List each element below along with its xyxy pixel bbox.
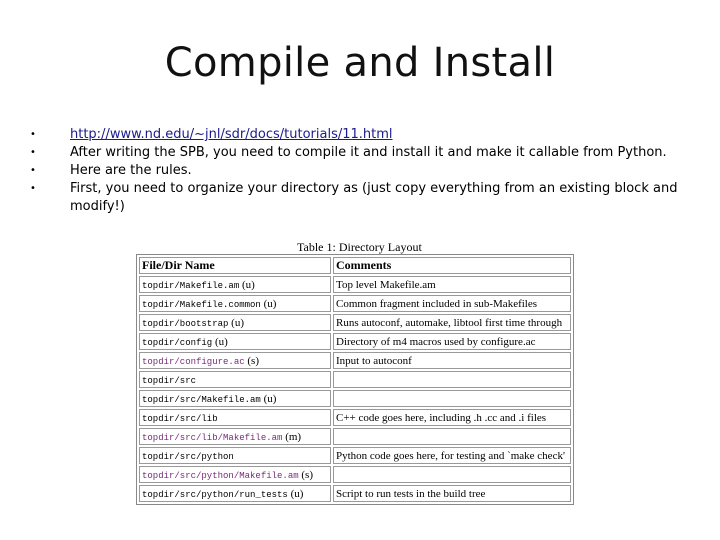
header-file-dir: File/Dir Name	[139, 257, 331, 274]
table-header-row	[139, 257, 571, 274]
cell-path	[139, 352, 331, 369]
cell-comment: Top level Makefile.am	[333, 276, 571, 293]
bullet-dot-icon: •	[30, 129, 36, 140]
cell-path	[139, 466, 331, 483]
cell-path	[139, 333, 331, 350]
path-text: topdir/Makefile.am	[142, 280, 240, 291]
cell-path	[139, 390, 331, 407]
cell-comment	[333, 466, 571, 483]
bullet-dot-icon: •	[30, 147, 36, 158]
bullet-text: First, you need to organize your directory as (just copy everything from an existing block and modify!)	[70, 181, 678, 214]
table-row	[139, 447, 571, 464]
directory-layout-table	[136, 254, 574, 505]
table-row	[139, 390, 571, 407]
table-row	[139, 295, 571, 312]
cell-comment	[333, 428, 571, 445]
path-flag: (s)	[298, 468, 313, 481]
bullet-text: After writing the SPB, you need to compile it and install it and make it callable from Python.	[70, 145, 667, 160]
cell-path	[139, 314, 331, 331]
bullet-text: Here are the rules.	[70, 163, 192, 178]
cell-path	[139, 485, 331, 502]
path-flag: (u)	[212, 335, 228, 348]
cell-path	[139, 428, 331, 445]
bullet-item	[30, 162, 690, 180]
path-text: topdir/configure.ac	[142, 356, 245, 367]
table-row	[139, 466, 571, 483]
table-row	[139, 371, 571, 388]
path-flag: (u)	[260, 297, 277, 310]
cell-comment: C++ code goes here, including .h .cc and .i files	[333, 409, 571, 426]
path-text: topdir/Makefile.common	[142, 299, 261, 310]
bullet-item	[30, 126, 690, 144]
table-row	[139, 333, 571, 350]
table-row	[139, 485, 571, 502]
tutorial-link[interactable]: http://www.nd.edu/~jnl/sdr/docs/tutorials/11.html	[70, 127, 393, 142]
table-caption: Table 1: Directory Layout	[297, 240, 422, 254]
cell-comment	[333, 371, 571, 388]
path-text: topdir/config	[142, 337, 213, 348]
bullet-item	[30, 144, 690, 162]
path-text: topdir/src/lib/Makefile.am	[142, 432, 283, 443]
header-comments: Comments	[333, 257, 571, 274]
table-row	[139, 276, 571, 293]
path-text: topdir/src	[142, 375, 197, 386]
path-text: topdir/src/python	[142, 451, 234, 462]
cell-comment: Input to autoconf	[333, 352, 571, 369]
cell-comment: Python code goes here, for testing and `make check'	[333, 447, 571, 464]
path-flag: (u)	[260, 392, 277, 405]
path-flag: (u)	[239, 278, 255, 291]
table-row	[139, 314, 571, 331]
path-text: topdir/src/python/Makefile.am	[142, 470, 299, 481]
bullet-list	[30, 126, 690, 216]
cell-path	[139, 371, 331, 388]
slide-title: Compile and Install	[164, 40, 556, 86]
cell-comment	[333, 390, 571, 407]
cell-path	[139, 276, 331, 293]
bullet-item	[30, 180, 690, 216]
cell-comment: Directory of m4 macros used by configure.ac	[333, 333, 571, 350]
cell-path	[139, 447, 331, 464]
path-text: topdir/src/Makefile.am	[142, 394, 261, 405]
table-row	[139, 409, 571, 426]
path-flag: (s)	[244, 354, 259, 367]
bullet-dot-icon: •	[30, 165, 36, 176]
cell-path	[139, 409, 331, 426]
cell-comment: Script to run tests in the build tree	[333, 485, 571, 502]
path-text: topdir/src/python/run_tests	[142, 489, 288, 500]
cell-comment: Runs autoconf, automake, libtool first time through	[333, 314, 571, 331]
path-text: topdir/bootstrap	[142, 318, 229, 329]
path-text: topdir/src/lib	[142, 413, 218, 424]
table-row	[139, 428, 571, 445]
bullet-dot-icon: •	[30, 183, 36, 194]
table-row	[139, 352, 571, 369]
path-flag: (m)	[282, 430, 302, 443]
path-flag: (u)	[228, 316, 244, 329]
cell-comment: Common fragment included in sub-Makefiles	[333, 295, 571, 312]
cell-path	[139, 295, 331, 312]
path-flag: (u)	[287, 487, 304, 500]
